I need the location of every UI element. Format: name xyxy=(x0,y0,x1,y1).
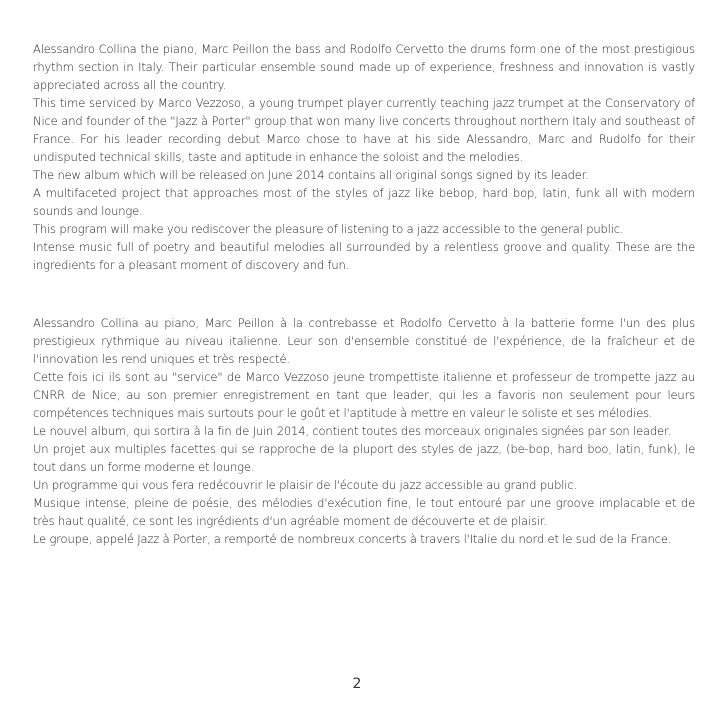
document-page xyxy=(33,40,695,548)
en-paragraph-3: The new album which will be released on June 2014 contains all original songs signed by its leader. xyxy=(33,168,589,182)
page-number: 2 xyxy=(352,676,362,692)
fr-paragraph-4: Un projet aux multiples facettes qui se rapproche de la pluport des styles de jazz, (be-bop, hard boo, latin, funk), le tout dans un forme moderne et lounge. xyxy=(33,442,695,474)
fr-paragraph-7: Le groupe, appelé Jazz à Porter, a remporté de nombreux concerts à travers l'Italie du nord et le sud de la France. xyxy=(33,532,672,546)
fr-paragraph-1: Alessandro Collina au piano, Marc Peillon à la contrebasse et Rodolfo Cervetto à la batterie forme l'un des plus prestigieux rythmique au niveau italienne. Leur son d'ensemble constitué de l'expérience, de la fraîcheur et de l'innovation les rend uniques et très respecté. xyxy=(33,316,695,366)
en-paragraph-2: This time serviced by Marco Vezzoso, a young trumpet player currently teaching jazz trumpet at the Conservatory of Nice and founder of the "Jazz à Porter" group that won many live concerts throughout northern Italy and southeast of France. For his leader recording debut Marco chose to have at his side Alessandro, Marc and Rudolfo for their undisputed technical skills, taste and aptitude in enhance the soloist and the melodies. xyxy=(33,96,695,164)
en-paragraph-4: A multifaceted project that approaches most of the styles of jazz like bebop, hard bop, latin, funk all with modern sounds and lounge. xyxy=(33,186,695,218)
en-paragraph-1: Alessandro Collina the piano, Marc Peillon the bass and Rodolfo Cervetto the drums form one of the most prestigious rhythm section in Italy. Their particular ensemble sound made up of experience, freshness and innovation is vastly appreciated across all the country. xyxy=(33,42,695,92)
fr-paragraph-6: Musique intense, pleine de poésie, des mélodies d'exécution fine, le tout entouré par une groove implacable et de très haut qualité, ce sont les ingrédients d'un agréable moment de découverte et de plaisir. xyxy=(33,496,695,528)
fr-paragraph-3: Le nouvel album, qui sortira à la fin de Juin 2014, contient toutes des morceaux originales signées par son leader. xyxy=(33,424,671,438)
fr-paragraph-2: Cette fois ici ils sont au "service" de Marco Vezzoso jeune trompettiste italienne et professeur de trompette jazz au CNRR de Nice, au son premier enregistrement en tant que leader, qui les a favoris non seulement pour leurs compétences techniques mais surtouts pour le goût et l'aptitude à mettre en valeur le soliste et ses mélodies. xyxy=(33,370,695,420)
french-section xyxy=(33,314,695,548)
en-paragraph-5: This program will make you rediscover the pleasure of listening to a jazz accessible to the general public. xyxy=(33,222,624,236)
english-section xyxy=(33,40,695,274)
fr-paragraph-5: Un programme qui vous fera redécouvrir le plaisir de l'écoute du jazz accessible au grand public. xyxy=(33,478,578,492)
en-paragraph-6: Intense music full of poetry and beautiful melodies all surrounded by a relentless groove and quality. These are the ingredients for a pleasant moment of discovery and fun. xyxy=(33,240,695,272)
